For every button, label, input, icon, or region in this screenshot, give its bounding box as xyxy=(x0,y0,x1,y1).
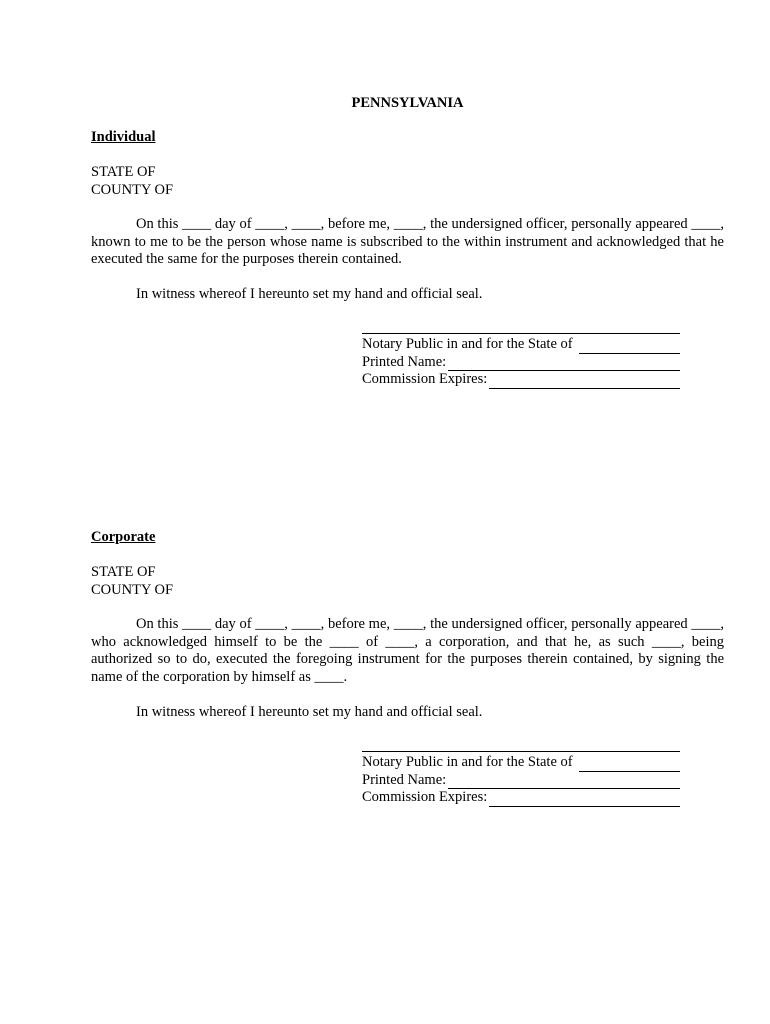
notary-state-line xyxy=(362,336,680,354)
state-of-label: STATE OF xyxy=(91,164,156,180)
printed-name-line xyxy=(362,354,680,372)
printed-name-label: Printed Name: xyxy=(362,353,447,370)
witness-statement: In witness whereof I hereunto set my hand and official seal. xyxy=(136,286,483,302)
commission-line xyxy=(362,371,680,389)
printed-name-label: Printed Name: xyxy=(362,771,447,788)
acknowledgment-paragraph-individual: On this ____ day of ____, ____, before me, ____, the undersigned officer, personally appeared ____, known to me to be the person whose name is subscribed to the within instrument and acknowledged that he executed the same for the purposes therein contained. xyxy=(91,216,724,267)
notary-state-label: Notary Public in and for the State of xyxy=(362,754,573,770)
notary-state-label: Notary Public in and for the State of xyxy=(362,336,573,352)
witness-statement: In witness whereof I hereunto set my hand and official seal. xyxy=(136,704,483,720)
commission-expires-label: Commission Expires: xyxy=(362,371,488,387)
acknowledgment-paragraph-corporate: On this ____ day of ____, ____, before me, ____, the undersigned officer, personally appeared ____, who acknowledged himself to be the ____ of ____, a corporation, and that he, as such ____, being authorized so to do, executed the foregoing instrument for the purposes therein contained, by signing the name of the corporation by himself as ____. xyxy=(91,616,724,685)
notary-state-line xyxy=(362,754,680,772)
notary-signature-block xyxy=(362,333,680,389)
printed-name-blank xyxy=(448,774,680,789)
commission-expires-label: Commission Expires: xyxy=(362,789,488,805)
document-title: PENNSYLVANIA xyxy=(351,95,464,111)
section-heading-individual: Individual xyxy=(91,129,156,145)
county-of-label: COUNTY OF xyxy=(91,581,174,598)
commission-expires-blank xyxy=(489,792,680,807)
signature-line xyxy=(362,751,680,752)
printed-name-line xyxy=(362,772,680,790)
county-of-label: COUNTY OF xyxy=(91,181,174,198)
commission-expires-blank xyxy=(489,374,680,389)
commission-line xyxy=(362,789,680,807)
notary-state-blank xyxy=(579,757,680,772)
section-heading-corporate: Corporate xyxy=(91,529,156,545)
notary-state-blank xyxy=(579,339,680,354)
printed-name-blank xyxy=(448,356,680,371)
state-of-label: STATE OF xyxy=(91,564,156,580)
notary-signature-block xyxy=(362,751,680,807)
signature-line xyxy=(362,333,680,334)
